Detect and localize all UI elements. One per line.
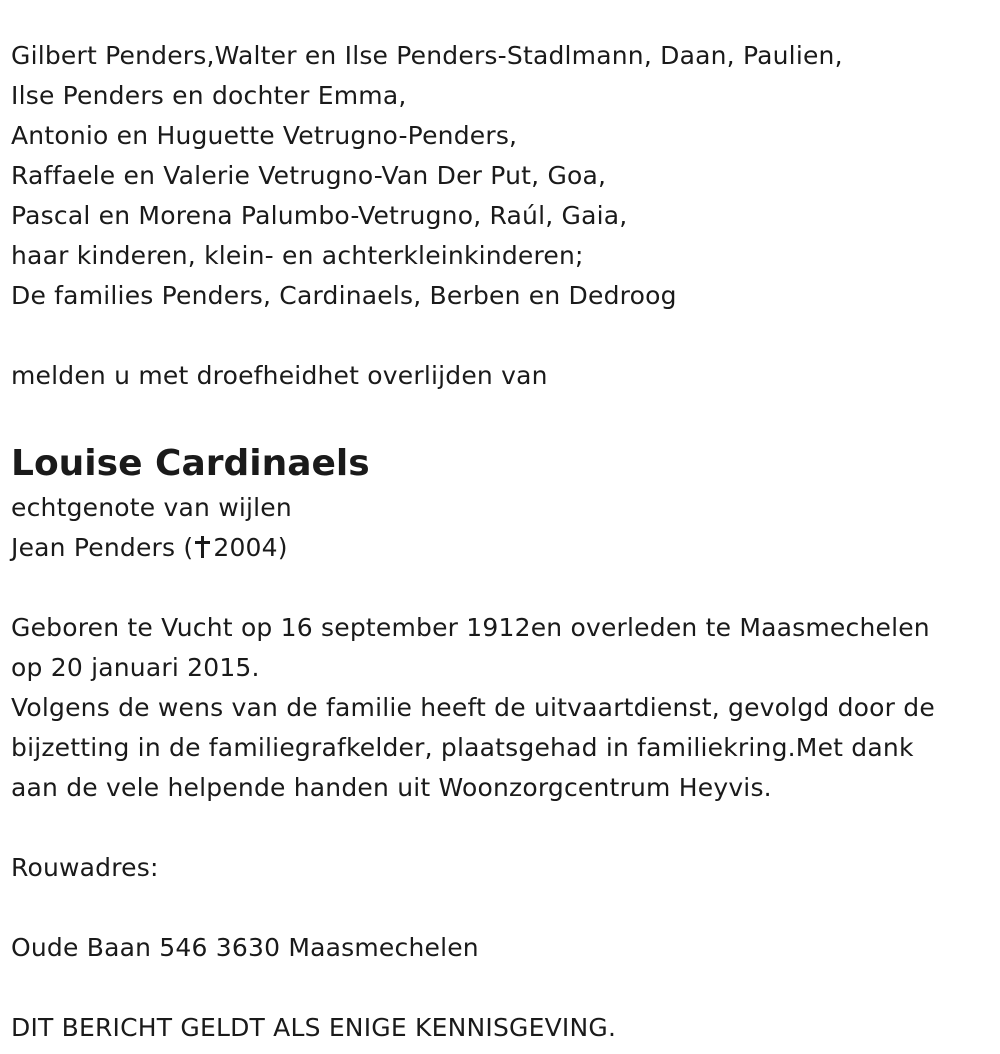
family-line: Gilbert Penders,Walter en Ilse Penders-Stadlmann, Daan, Paulien, xyxy=(11,41,843,70)
details-line: Volgens de wens van de familie heeft de uitvaartdienst, gevolgd door de xyxy=(11,693,935,722)
details-line: aan de vele helpende handen uit Woonzorgcentrum Heyvis. xyxy=(11,773,772,802)
details-line: bijzetting in de familiegrafkelder, plaatsgehad in familiekring.Met dank xyxy=(11,733,914,762)
family-line: Raffaele en Valerie Vetrugno-Van Der Put, Goa, xyxy=(11,161,607,190)
spacer xyxy=(11,888,991,928)
spacer xyxy=(11,808,991,848)
address-text: Oude Baan 546 3630 Maasmechelen xyxy=(11,933,479,962)
family-line: Pascal en Morena Palumbo-Vetrugno, Raúl, Gaia, xyxy=(11,201,628,230)
relation-text: echtgenote van wijlen xyxy=(11,493,292,522)
announcement-text: melden u met droefheidhet overlijden van xyxy=(11,361,548,390)
details-line: Geboren te Vucht op 16 september 1912en overleden te Maasmechelen xyxy=(11,613,930,642)
spacer xyxy=(11,316,991,356)
deceased-name: Louise Cardinaels xyxy=(11,443,370,484)
spacer xyxy=(11,396,991,436)
spouse-death-year: 2004) xyxy=(213,533,288,562)
spacer xyxy=(11,568,991,608)
family-line: haar kinderen, klein- en achterkleinkinderen; xyxy=(11,241,584,270)
address-label: Rouwadres: xyxy=(11,853,159,882)
spouse-line xyxy=(11,528,991,568)
spacer xyxy=(11,968,991,1008)
family-line: Antonio en Huguette Vetrugno-Penders, xyxy=(11,121,518,150)
spouse-name: Jean Penders ( xyxy=(11,533,194,562)
family-line: Ilse Penders en dochter Emma, xyxy=(11,81,407,110)
details-line: op 20 januari 2015. xyxy=(11,653,260,682)
obituary-notice xyxy=(11,36,991,1048)
footer-notice: DIT BERICHT GELDT ALS ENIGE KENNISGEVING. xyxy=(11,1013,617,1042)
cross-icon xyxy=(195,536,209,558)
family-line: De families Penders, Cardinaels, Berben en Dedroog xyxy=(11,281,677,310)
